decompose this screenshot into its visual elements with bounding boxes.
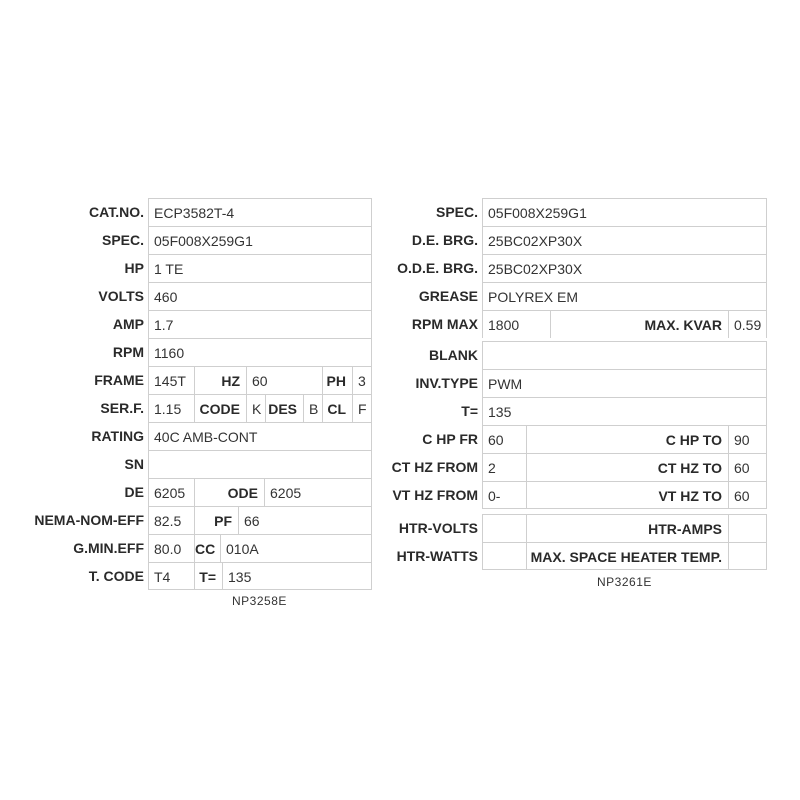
rpm-max-label: RPM MAX	[411, 316, 478, 332]
right-plate-id: NP3261E	[597, 575, 652, 589]
ph-value: 3	[352, 366, 372, 394]
frame-value: 145T	[148, 366, 194, 394]
de-value: 6205	[148, 478, 194, 506]
htr-amps-value	[728, 514, 767, 542]
rating-label: RATING	[91, 428, 144, 444]
rpm-value: 1160	[148, 338, 372, 366]
r-spec-label: SPEC.	[435, 204, 478, 220]
vthz-to-value: 60	[728, 481, 767, 509]
cl-label: CL	[322, 394, 352, 422]
amp-label: AMP	[112, 316, 144, 332]
rpm-max-value: 1800	[482, 310, 550, 338]
cc-label: CC	[194, 534, 220, 562]
hz-label: HZ	[194, 366, 246, 394]
nema-value: 82.5	[148, 506, 194, 534]
blank-value	[482, 341, 767, 369]
blank-label: BLANK	[429, 347, 478, 363]
spec-label: SPEC.	[101, 232, 144, 248]
sn-label: SN	[124, 456, 144, 472]
nema-label: NEMA-NOM-EFF	[34, 512, 144, 528]
left-plate-id: NP3258E	[232, 594, 287, 608]
chp-value: 60	[482, 425, 526, 453]
code-label: CODE	[194, 394, 246, 422]
tcode-label: T. CODE	[88, 568, 144, 584]
htr-watts-label: HTR-WATTS	[396, 548, 478, 564]
htr-volts-value	[482, 514, 526, 542]
gmin-value: 80.0	[148, 534, 194, 562]
htr-volts-label: HTR-VOLTS	[398, 520, 478, 536]
heater-temp-label: MAX. SPACE HEATER TEMP.	[526, 542, 728, 570]
t-label: T=	[194, 562, 222, 590]
inv-type-label: INV.TYPE	[415, 375, 478, 391]
des-label: DES	[265, 394, 303, 422]
cat-no-value: ECP3582T-4	[148, 198, 372, 226]
right-nameplate	[380, 198, 800, 598]
chp-label: C HP FR	[422, 431, 478, 447]
code-value: K	[246, 394, 265, 422]
htr-amps-label: HTR-AMPS	[526, 514, 728, 542]
pf-value: 66	[238, 506, 372, 534]
tcode-value: T4	[148, 562, 194, 590]
gmin-label: G.MIN.EFF	[73, 540, 144, 556]
cthz-value: 2	[482, 453, 526, 481]
r-t-value: 135	[482, 397, 767, 425]
spec-value: 05F008X259G1	[148, 226, 372, 254]
grease-label: GREASE	[418, 288, 478, 304]
de-label: DE	[124, 484, 144, 500]
hz-value: 60	[246, 366, 322, 394]
r-spec-value: 05F008X259G1	[482, 198, 767, 226]
ode-label: ODE	[194, 478, 264, 506]
kvar-label: MAX. KVAR	[550, 310, 728, 338]
hp-value: 1 TE	[148, 254, 372, 282]
volts-label: VOLTS	[98, 288, 144, 304]
grease-value: POLYREX EM	[482, 282, 767, 310]
vthz-label: VT HZ FROM	[392, 487, 478, 503]
volts-value: 460	[148, 282, 372, 310]
vthz-to-label: VT HZ TO	[526, 481, 728, 509]
sn-value	[148, 450, 372, 478]
t-value: 135	[222, 562, 372, 590]
amp-value: 1.7	[148, 310, 372, 338]
chp-to-value: 90	[728, 425, 767, 453]
ode-value: 6205	[264, 478, 372, 506]
vthz-value: 0-	[482, 481, 526, 509]
rpm-label: RPM	[112, 344, 144, 360]
htr-watts-value	[482, 542, 526, 570]
frame-label: FRAME	[94, 372, 144, 388]
des-value: B	[303, 394, 322, 422]
heater-temp-value	[728, 542, 767, 570]
hp-label: HP	[124, 260, 144, 276]
de-brg-label: D.E. BRG.	[411, 232, 478, 248]
cat-no-label: CAT.NO.	[89, 204, 144, 220]
cthz-to-label: CT HZ TO	[526, 453, 728, 481]
cl-value: F	[352, 394, 372, 422]
r-t-label: T=	[461, 403, 478, 419]
chp-to-label: C HP TO	[526, 425, 728, 453]
ode-brg-label: O.D.E. BRG.	[397, 260, 478, 276]
kvar-value: 0.59	[728, 310, 767, 338]
cthz-to-value: 60	[728, 453, 767, 481]
ser-f-label: SER.F.	[100, 400, 144, 416]
de-brg-value: 25BC02XP30X	[482, 226, 767, 254]
pf-label: PF	[194, 506, 238, 534]
cc-value: 010A	[220, 534, 372, 562]
ode-brg-value: 25BC02XP30X	[482, 254, 767, 282]
cthz-label: CT HZ FROM	[391, 459, 478, 475]
inv-type-value: PWM	[482, 369, 767, 397]
rating-value: 40C AMB-CONT	[148, 422, 372, 450]
ph-label: PH	[322, 366, 352, 394]
left-nameplate	[0, 198, 380, 618]
ser-f-value: 1.15	[148, 394, 194, 422]
